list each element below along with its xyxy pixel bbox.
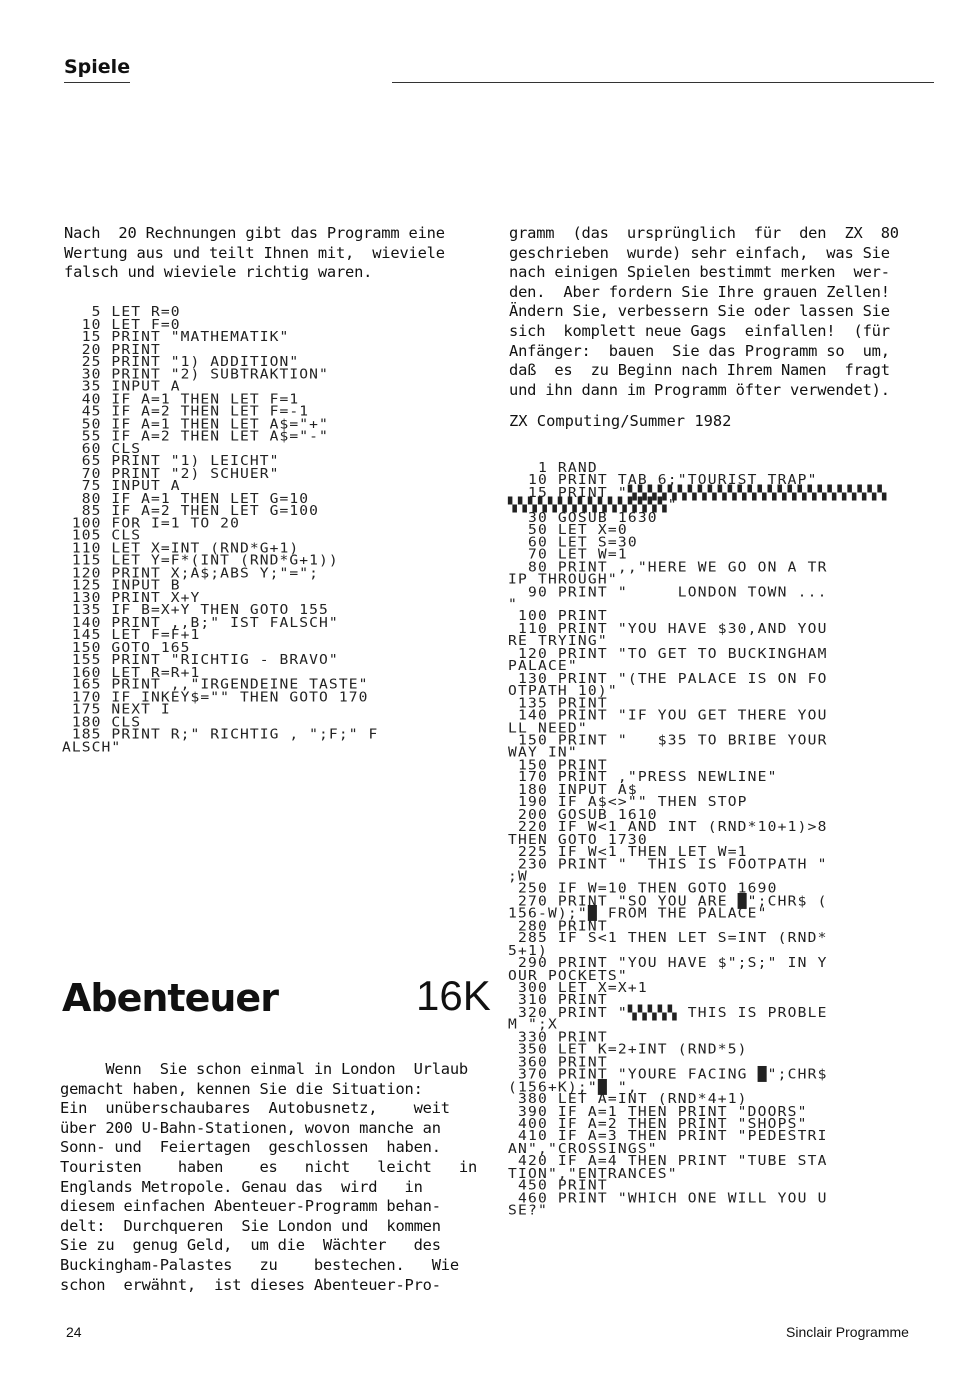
header-rule-left: [64, 82, 130, 83]
tourist-trap-listing: 1 RAND 10 PRINT TAB 6;"TOURIST TRAP" 15 PRINT "▚▚▚▚▚▚▚▚▚▚▚▚▚▚▚▚▚▚▚▚▚▚▚▚▚▚ ▚▚▚▚▚▚▚▚▚▚▚▚▚▚▚▚" 30 GOSUB 1630 50 LET X=0 60 LET S=30 70 LET W=1 80 PRINT ,,"HERE WE GO ON A TR IP THROUGH" 90 PRINT " LONDON TOWN ... " 100 PRINT 110 PRINT "YOU HAVE $30,AND YOU RE TRYING" 120 PRINT "TO GET TO BUCKINGHAM PALACE" 130 PRINT "(THE PALACE IS ON FO OTPATH 10)" 135 PRINT 140 PRINT "IF YOU GET THERE YOU LL NEED" 150 PRINT " $35 TO BRIBE YOUR WAY IN" 150 PRINT 170 PRINT ,"PRESS NEWLINE" 180 INPUT A$ 190 IF A$<>"" THEN STOP 200 GOSUB 1610 220 IF W<1 AND INT (RND*10+1)>8 THEN GOTO 1730 225 IF W<1 THEN LET W=1 230 PRINT " THIS IS FOOTPATH " ;W 250 IF W=10 THEN GOTO 1690 270 PRINT "SO YOU ARE █";CHR$ ( 156-W);"█ FROM THE PALACE" 280 PRINT 285 IF S<1 THEN LET S=INT (RND* 5+1) 290 PRINT "YOU HAVE $";S;" IN Y OUR POCKETS" 300 LET X=X+1 310 PRINT 320 PRINT "▚▚▚▚▚ THIS IS PROBLE M ";X 330 PRINT 350 LET K=2+INT (RND*5) 360 PRINT 370 PRINT "YOURE FACING █";CHR$ (156+K);"█ ", 380 LET A=INT (RND*4+1) 390 IF A=1 THEN PRINT "DOORS" 400 IF A=2 THEN PRINT "SHOPS" 410 IF A=3 THEN PRINT "PEDESTRI AN","CROSSINGS" 420 IF A=4 THEN PRINT "TUBE STA TION","ENTRANCES" 450 PRINT 460 PRINT "WHICH ONE WILL YOU U SE?": [508, 460, 888, 1219]
magazine-name: Sinclair Programme: [786, 1324, 909, 1340]
section-header: Spiele: [64, 56, 131, 78]
math-program-listing: 5 LET R=0 10 LET F=0 15 PRINT "MATHEMATIK" 20 PRINT 25 PRINT "1) ADDITION" 30 PRINT "2) SUBTRAKTION" 35 INPUT A 40 IF A=1 THEN LET F=1 45 IF A=2 THEN LET F=-1 50 IF A=1 THEN LET A$="+" 55 IF A=2 THEN LET A$="-" 60 CLS 65 PRINT "1) LEICHT" 70 PRINT "2) SCHUER" 75 INPUT A 80 IF A=1 THEN LET G=10 85 IF A=2 THEN LET G=100 100 FOR I=1 TO 20 105 CLS 110 LET X=INT (RND*G+1) 115 LET Y=F*(INT (RND*G+1)) 120 PRINT X;A$;ABS Y;"="; 125 INPUT B 130 PRINT X+Y 135 IF B=X+Y THEN GOTO 155 140 PRINT ,,B;" IST FALSCH" 145 LET F=F+1 150 GOTO 165 155 PRINT "RICHTIG - BRAVO" 160 LET R=R+1 165 PRINT ,,"IRGENDEINE TASTE" 170 IF INKEY$="" THEN GOTO 170 175 NEXT I 180 CLS 185 PRINT R;" RICHTIG , ";F;" F ALSCH": [62, 304, 379, 755]
intro-paragraph: Nach 20 Rechnungen gibt das Programm eine Wertung aus und teilt Ihnen mit, wieviele falsch und wieviele richtig waren.: [64, 224, 445, 282]
memory-requirement: 16K: [416, 972, 491, 1019]
header-rule-right: [392, 82, 934, 83]
page-number: 24: [66, 1324, 82, 1340]
source-credit: ZX Computing/Summer 1982: [509, 412, 732, 430]
continuation-paragraph: gramm (das ursprünglich für den ZX 80 geschrieben wurde) sehr einfach, was Sie nach einigen Spielen bestimmt merken wer- den. Aber fordern Sie Ihre grauen Zellen! Ändern Sie, verbessern Sie oder lassen Sie sich komplett neue Gags einfallen! (für Anfänger: bauen Sie das Programm so um, daß es zu Beginn nach Ihrem Namen fragt und ihn dann im Programm öfter verwendet).: [509, 224, 899, 399]
article-heading: Abenteuer: [62, 976, 278, 1020]
adventure-intro-paragraph: Wenn Sie schon einmal in London Urlaub gemacht haben, kennen Sie die Situation: Ein unüberschaubares Autobusnetz, weit über 200 U-Bahn-Stationen, wovon manche an Sonn- und Feiertagen geschlossen haben. Touristen haben es nicht leicht in Englands Metropole. Genau das wird in diesem einfachen Abenteuer-Programm behan- delt: Durchqueren Sie London und kommen Sie zu genug Geld, um die Wächter des Buckingham-Palastes zu bestechen. Wie schon erwähnt, ist dieses Abenteuer-Pro-: [60, 1060, 478, 1294]
